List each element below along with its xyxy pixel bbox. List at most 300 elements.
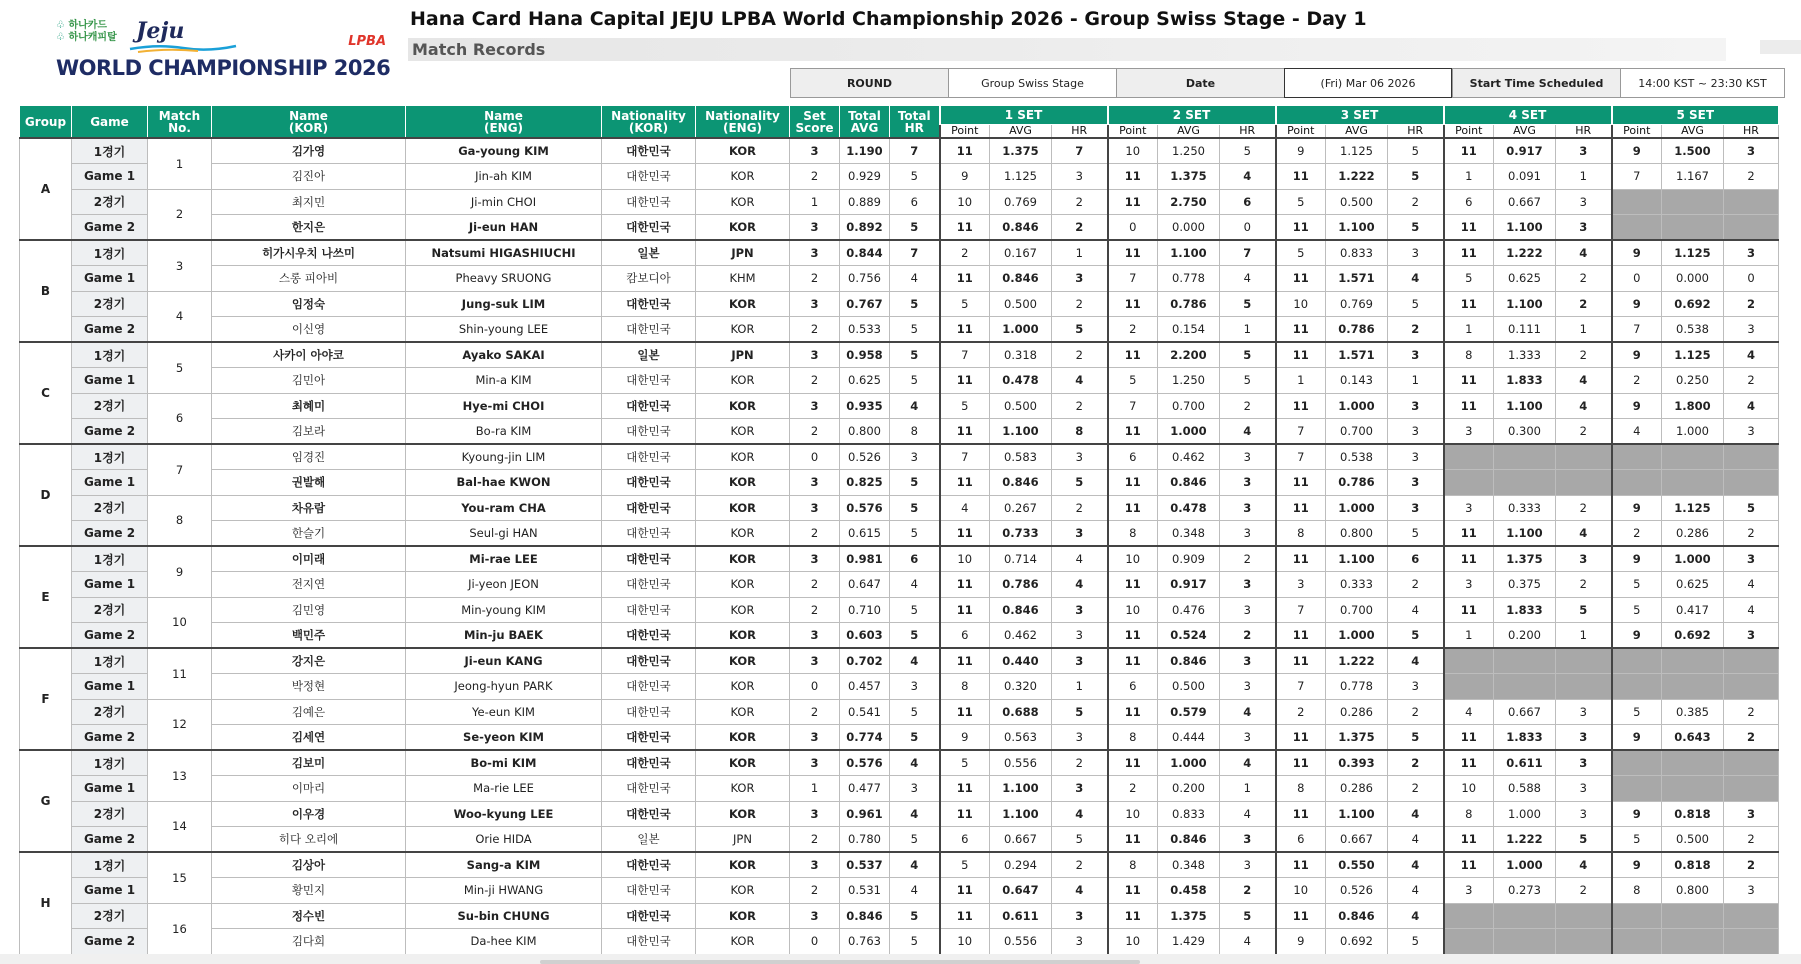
nationality-kor: 대한민국	[602, 470, 696, 496]
total-hr: 4	[890, 393, 940, 419]
set-4-avg: 1.100	[1494, 521, 1556, 547]
player-name-eng: Mi-rae LEE	[406, 546, 602, 572]
nationality-eng: JPN	[696, 827, 790, 853]
set-2-avg: 0.909	[1158, 546, 1220, 572]
set-1-avg: 0.500	[990, 393, 1052, 419]
player-name-kor: 김세연	[212, 725, 406, 751]
player-name-kor: 김진아	[212, 164, 406, 190]
jeju-logo: Jeju	[136, 18, 185, 44]
set-1-hr: 3	[1052, 648, 1108, 674]
set-4-avg: 0.111	[1494, 317, 1556, 343]
nationality-eng: JPN	[696, 240, 790, 266]
set-1-hr: 2	[1052, 342, 1108, 368]
set-5-hr: 2	[1724, 827, 1779, 853]
match-number: 7	[148, 444, 212, 495]
set-5-avg: 0.286	[1662, 521, 1724, 547]
table-row	[20, 164, 1779, 190]
set-2-avg: 1.100	[1158, 240, 1220, 266]
horizontal-scrollbar-thumb[interactable]	[540, 960, 1140, 964]
total-avg: 0.647	[840, 572, 890, 598]
set-4-hr: 5	[1556, 827, 1612, 853]
col-set-1: 1 SET	[940, 106, 1108, 125]
game-label: Game 2	[72, 623, 148, 649]
set-score: 3	[790, 801, 840, 827]
set-1-avg: 0.500	[990, 291, 1052, 317]
set-2-hr: 3	[1220, 521, 1276, 547]
nationality-kor: 대한민국	[602, 725, 696, 751]
set-5-hr: 3	[1724, 240, 1779, 266]
player-name-kor: 김상아	[212, 852, 406, 878]
set-4-avg: 1.100	[1494, 291, 1556, 317]
set-1-point: 11	[940, 878, 990, 904]
set-1-hr: 3	[1052, 164, 1108, 190]
game-label: Game 2	[72, 317, 148, 343]
set-2-point: 0	[1108, 215, 1158, 241]
set-5-point: 9	[1612, 852, 1662, 878]
set-2-hr: 4	[1220, 750, 1276, 776]
player-name-eng: You-ram CHA	[406, 495, 602, 521]
match-number: 15	[148, 852, 212, 903]
set-2-point: 11	[1108, 623, 1158, 649]
set-1-point: 11	[940, 572, 990, 598]
total-avg: 0.477	[840, 776, 890, 802]
set-5-avg: 1.125	[1662, 495, 1724, 521]
nationality-eng: KOR	[696, 164, 790, 190]
set-4-avg: 0.667	[1494, 189, 1556, 215]
player-name-eng: Pheavy SRUONG	[406, 266, 602, 292]
set-1-point: 5	[940, 291, 990, 317]
set-2-point: 7	[1108, 266, 1158, 292]
total-avg: 0.763	[840, 929, 890, 955]
table-row	[20, 776, 1779, 802]
player-name-eng: Natsumi HIGASHIUCHI	[406, 240, 602, 266]
set-4-avg-empty	[1494, 470, 1556, 496]
set-3-avg: 0.286	[1326, 699, 1388, 725]
total-avg: 0.774	[840, 725, 890, 751]
match-info-bar	[790, 68, 1785, 98]
set-1-hr: 2	[1052, 750, 1108, 776]
table-row	[20, 266, 1779, 292]
date-label: Date	[1116, 68, 1284, 98]
set-5-avg-empty	[1662, 674, 1724, 700]
set-3-avg: 0.800	[1326, 521, 1388, 547]
total-avg: 0.537	[840, 852, 890, 878]
game-label: Game 1	[72, 878, 148, 904]
col-set-4-hr: HR	[1556, 125, 1612, 139]
set-3-hr: 2	[1388, 750, 1444, 776]
set-4-point: 10	[1444, 776, 1494, 802]
set-2-avg: 0.348	[1158, 521, 1220, 547]
table-row	[20, 521, 1779, 547]
group-cell: B	[20, 240, 72, 342]
set-2-hr: 3	[1220, 444, 1276, 470]
set-3-avg: 0.769	[1326, 291, 1388, 317]
col-set-3-avg: AVG	[1326, 125, 1388, 139]
set-1-avg: 0.846	[990, 215, 1052, 241]
jeju-wave-icon	[128, 43, 238, 53]
player-name-eng: Ayako SAKAI	[406, 342, 602, 368]
set-4-point: 3	[1444, 419, 1494, 445]
set-5-hr: 5	[1724, 495, 1779, 521]
set-3-avg: 1.571	[1326, 342, 1388, 368]
group-cell: C	[20, 342, 72, 444]
nationality-kor: 대한민국	[602, 521, 696, 547]
set-3-avg: 0.786	[1326, 317, 1388, 343]
table-row	[20, 444, 1779, 470]
nationality-eng: KOR	[696, 725, 790, 751]
set-4-avg: 0.917	[1494, 138, 1556, 164]
set-1-hr: 4	[1052, 368, 1108, 394]
col-set-3: 3 SET	[1276, 106, 1444, 125]
player-name-kor: 정수빈	[212, 903, 406, 929]
player-name-eng: Ji-yeon JEON	[406, 572, 602, 598]
set-2-avg: 0.833	[1158, 801, 1220, 827]
table-row	[20, 342, 1779, 368]
set-4-hr: 3	[1556, 699, 1612, 725]
set-5-point: 9	[1612, 240, 1662, 266]
set-2-point: 10	[1108, 546, 1158, 572]
set-2-avg: 0.478	[1158, 495, 1220, 521]
set-score: 3	[790, 623, 840, 649]
set-4-avg: 0.667	[1494, 699, 1556, 725]
page-title: Hana Card Hana Capital JEJU LPBA World Championship 2026 - Group Swiss Stage - Day 1	[410, 8, 1367, 30]
set-1-hr: 3	[1052, 266, 1108, 292]
set-score: 3	[790, 291, 840, 317]
set-1-point: 5	[940, 393, 990, 419]
set-3-point: 11	[1276, 903, 1326, 929]
set-4-hr: 4	[1556, 521, 1612, 547]
lpba-logo: LPBA	[348, 34, 386, 49]
col-match-no: Match No.	[148, 106, 212, 139]
set-3-avg: 0.286	[1326, 776, 1388, 802]
set-1-hr: 2	[1052, 291, 1108, 317]
col-set-4-point: Point	[1444, 125, 1494, 139]
set-score: 2	[790, 266, 840, 292]
set-3-point: 9	[1276, 929, 1326, 955]
set-3-avg: 1.100	[1326, 215, 1388, 241]
nationality-eng: KOR	[696, 138, 790, 164]
set-1-point: 5	[940, 852, 990, 878]
set-1-point: 6	[940, 827, 990, 853]
set-2-point: 10	[1108, 138, 1158, 164]
set-3-point: 5	[1276, 189, 1326, 215]
player-name-eng: Ji-eun KANG	[406, 648, 602, 674]
player-name-eng: Min-ji HWANG	[406, 878, 602, 904]
set-3-hr: 5	[1388, 215, 1444, 241]
set-4-avg: 1.333	[1494, 342, 1556, 368]
set-1-avg: 0.556	[990, 750, 1052, 776]
set-4-point: 11	[1444, 827, 1494, 853]
set-2-avg: 0.846	[1158, 470, 1220, 496]
set-3-point: 11	[1276, 801, 1326, 827]
total-avg: 0.892	[840, 215, 890, 241]
set-3-point: 5	[1276, 240, 1326, 266]
set-5-avg: 0.385	[1662, 699, 1724, 725]
match-number: 3	[148, 240, 212, 291]
set-2-avg: 0.444	[1158, 725, 1220, 751]
table-row	[20, 648, 1779, 674]
set-3-hr: 5	[1388, 521, 1444, 547]
set-4-point: 3	[1444, 878, 1494, 904]
nationality-eng: KOR	[696, 801, 790, 827]
nationality-eng: KOR	[696, 776, 790, 802]
table-row	[20, 903, 1779, 929]
set-1-hr: 5	[1052, 470, 1108, 496]
set-4-hr-empty	[1556, 470, 1612, 496]
set-5-point: 9	[1612, 725, 1662, 751]
set-1-point: 4	[940, 495, 990, 521]
set-3-point: 11	[1276, 393, 1326, 419]
player-name-kor: 김다희	[212, 929, 406, 955]
total-hr: 8	[890, 419, 940, 445]
player-name-kor: 최혜미	[212, 393, 406, 419]
total-hr: 5	[890, 521, 940, 547]
set-5-avg-empty	[1662, 444, 1724, 470]
set-1-hr: 3	[1052, 597, 1108, 623]
set-score: 2	[790, 164, 840, 190]
col-set-5-point: Point	[1612, 125, 1662, 139]
game-label: Game 2	[72, 215, 148, 241]
set-4-point: 11	[1444, 852, 1494, 878]
col-set-2-hr: HR	[1220, 125, 1276, 139]
set-3-hr: 3	[1388, 470, 1444, 496]
total-hr: 3	[890, 444, 940, 470]
set-2-hr: 2	[1220, 623, 1276, 649]
set-4-hr: 4	[1556, 240, 1612, 266]
set-2-avg: 0.458	[1158, 878, 1220, 904]
table-row	[20, 827, 1779, 853]
set-3-avg: 0.667	[1326, 827, 1388, 853]
set-3-point: 7	[1276, 444, 1326, 470]
set-5-point-empty	[1612, 776, 1662, 802]
total-avg: 0.615	[840, 521, 890, 547]
player-name-kor: 이신영	[212, 317, 406, 343]
set-4-avg: 0.625	[1494, 266, 1556, 292]
set-1-point: 10	[940, 546, 990, 572]
total-avg: 0.767	[840, 291, 890, 317]
set-4-hr: 3	[1556, 189, 1612, 215]
table-row	[20, 291, 1779, 317]
set-4-hr: 4	[1556, 393, 1612, 419]
set-4-hr: 1	[1556, 623, 1612, 649]
set-4-avg: 1.000	[1494, 852, 1556, 878]
set-5-point-empty	[1612, 903, 1662, 929]
set-2-avg: 0.500	[1158, 674, 1220, 700]
nationality-eng: KOR	[696, 699, 790, 725]
player-name-kor: 박정현	[212, 674, 406, 700]
set-5-avg: 0.800	[1662, 878, 1724, 904]
set-1-point: 9	[940, 164, 990, 190]
set-3-point: 11	[1276, 648, 1326, 674]
player-name-eng: Min-young KIM	[406, 597, 602, 623]
set-2-avg: 0.000	[1158, 215, 1220, 241]
set-1-avg: 0.688	[990, 699, 1052, 725]
col-set-1-point: Point	[940, 125, 990, 139]
set-5-hr: 4	[1724, 572, 1779, 598]
set-1-avg: 1.100	[990, 419, 1052, 445]
match-number: 4	[148, 291, 212, 342]
set-2-point: 11	[1108, 342, 1158, 368]
set-5-hr-empty	[1724, 674, 1779, 700]
table-row	[20, 852, 1779, 878]
set-2-hr: 5	[1220, 138, 1276, 164]
set-5-point: 5	[1612, 699, 1662, 725]
set-3-hr: 4	[1388, 597, 1444, 623]
set-3-hr: 2	[1388, 317, 1444, 343]
set-4-point: 11	[1444, 291, 1494, 317]
set-4-hr: 4	[1556, 852, 1612, 878]
set-4-avg-empty	[1494, 648, 1556, 674]
set-score: 2	[790, 572, 840, 598]
set-2-hr: 5	[1220, 368, 1276, 394]
sponsor-logo: ♧ 하나카드 ♧ 하나캐피탈	[56, 20, 117, 43]
match-number: 13	[148, 750, 212, 801]
nationality-eng: KOR	[696, 852, 790, 878]
group-cell: E	[20, 546, 72, 648]
subtitle-bar-end	[1760, 40, 1801, 54]
set-score: 2	[790, 419, 840, 445]
set-4-avg: 1.833	[1494, 725, 1556, 751]
set-4-avg: 0.611	[1494, 750, 1556, 776]
set-4-avg-empty	[1494, 444, 1556, 470]
total-hr: 4	[890, 572, 940, 598]
player-name-eng: Da-hee KIM	[406, 929, 602, 955]
set-1-avg: 0.462	[990, 623, 1052, 649]
set-2-avg: 0.846	[1158, 827, 1220, 853]
set-2-point: 10	[1108, 801, 1158, 827]
set-5-avg-empty	[1662, 903, 1724, 929]
set-5-point-empty	[1612, 648, 1662, 674]
set-4-avg: 1.100	[1494, 215, 1556, 241]
set-2-avg: 0.917	[1158, 572, 1220, 598]
set-5-hr: 3	[1724, 138, 1779, 164]
game-label: 1경기	[72, 750, 148, 776]
set-5-avg: 1.125	[1662, 240, 1724, 266]
total-hr: 3	[890, 674, 940, 700]
set-3-hr: 2	[1388, 572, 1444, 598]
set-3-point: 7	[1276, 419, 1326, 445]
player-name-kor: 임정숙	[212, 291, 406, 317]
set-2-point: 11	[1108, 572, 1158, 598]
set-5-point-empty	[1612, 929, 1662, 955]
nationality-kor: 대한민국	[602, 929, 696, 955]
nationality-kor: 대한민국	[602, 317, 696, 343]
nationality-kor: 대한민국	[602, 164, 696, 190]
set-4-hr: 2	[1556, 291, 1612, 317]
set-4-point: 11	[1444, 240, 1494, 266]
col-set-3-hr: HR	[1388, 125, 1444, 139]
set-3-hr: 4	[1388, 266, 1444, 292]
set-1-avg: 0.294	[990, 852, 1052, 878]
set-5-avg: 1.167	[1662, 164, 1724, 190]
player-name-eng: Se-yeon KIM	[406, 725, 602, 751]
total-avg: 0.929	[840, 164, 890, 190]
set-2-hr: 3	[1220, 648, 1276, 674]
set-2-point: 10	[1108, 597, 1158, 623]
match-number: 1	[148, 138, 212, 189]
table-row	[20, 750, 1779, 776]
set-2-point: 10	[1108, 929, 1158, 955]
set-2-avg: 0.778	[1158, 266, 1220, 292]
set-5-hr: 3	[1724, 878, 1779, 904]
set-4-hr-empty	[1556, 444, 1612, 470]
total-hr: 5	[890, 623, 940, 649]
set-2-hr: 7	[1220, 240, 1276, 266]
set-1-point: 11	[940, 317, 990, 343]
set-4-hr-empty	[1556, 929, 1612, 955]
set-1-point: 7	[940, 444, 990, 470]
set-1-avg: 0.318	[990, 342, 1052, 368]
set-score: 3	[790, 393, 840, 419]
set-4-avg: 0.333	[1494, 495, 1556, 521]
set-4-hr: 1	[1556, 317, 1612, 343]
set-5-point-empty	[1612, 470, 1662, 496]
set-1-hr: 5	[1052, 317, 1108, 343]
set-3-point: 1	[1276, 368, 1326, 394]
player-name-kor: 김보미	[212, 750, 406, 776]
player-name-kor: 히가시우치 나쓰미	[212, 240, 406, 266]
set-1-avg: 1.100	[990, 801, 1052, 827]
total-avg: 0.844	[840, 240, 890, 266]
set-1-point: 8	[940, 674, 990, 700]
set-4-avg: 1.222	[1494, 240, 1556, 266]
set-3-point: 2	[1276, 699, 1326, 725]
total-hr: 6	[890, 546, 940, 572]
set-3-hr: 1	[1388, 368, 1444, 394]
set-3-avg: 1.222	[1326, 648, 1388, 674]
set-5-point: 4	[1612, 419, 1662, 445]
set-2-point: 8	[1108, 852, 1158, 878]
col-set-score: Set Score	[790, 106, 840, 139]
total-avg: 0.457	[840, 674, 890, 700]
set-1-point: 10	[940, 929, 990, 955]
game-label: 2경기	[72, 393, 148, 419]
set-1-point: 11	[940, 801, 990, 827]
set-5-avg: 0.818	[1662, 801, 1724, 827]
set-1-point: 11	[940, 470, 990, 496]
player-name-eng: Jeong-hyun PARK	[406, 674, 602, 700]
set-2-avg: 2.200	[1158, 342, 1220, 368]
col-set-4: 4 SET	[1444, 106, 1612, 125]
set-2-hr: 4	[1220, 929, 1276, 955]
total-avg: 0.935	[840, 393, 890, 419]
set-2-avg: 0.154	[1158, 317, 1220, 343]
set-5-point: 0	[1612, 266, 1662, 292]
set-1-point: 6	[940, 623, 990, 649]
set-3-avg: 0.538	[1326, 444, 1388, 470]
table-row	[20, 368, 1779, 394]
total-avg: 0.531	[840, 878, 890, 904]
set-3-point: 10	[1276, 878, 1326, 904]
set-2-avg: 0.462	[1158, 444, 1220, 470]
set-4-hr-empty	[1556, 648, 1612, 674]
match-records-table	[19, 105, 1779, 955]
nationality-eng: KOR	[696, 215, 790, 241]
set-2-avg: 1.375	[1158, 903, 1220, 929]
nationality-eng: KOR	[696, 674, 790, 700]
match-number: 9	[148, 546, 212, 597]
col-set-4-avg: AVG	[1494, 125, 1556, 139]
set-5-avg-empty	[1662, 215, 1724, 241]
set-5-hr-empty	[1724, 444, 1779, 470]
col-set-2: 2 SET	[1108, 106, 1276, 125]
set-score: 1	[790, 776, 840, 802]
set-score: 3	[790, 648, 840, 674]
set-score: 2	[790, 827, 840, 853]
col-total-hr: Total HR	[890, 106, 940, 139]
set-5-point: 7	[1612, 164, 1662, 190]
set-5-avg: 1.000	[1662, 419, 1724, 445]
